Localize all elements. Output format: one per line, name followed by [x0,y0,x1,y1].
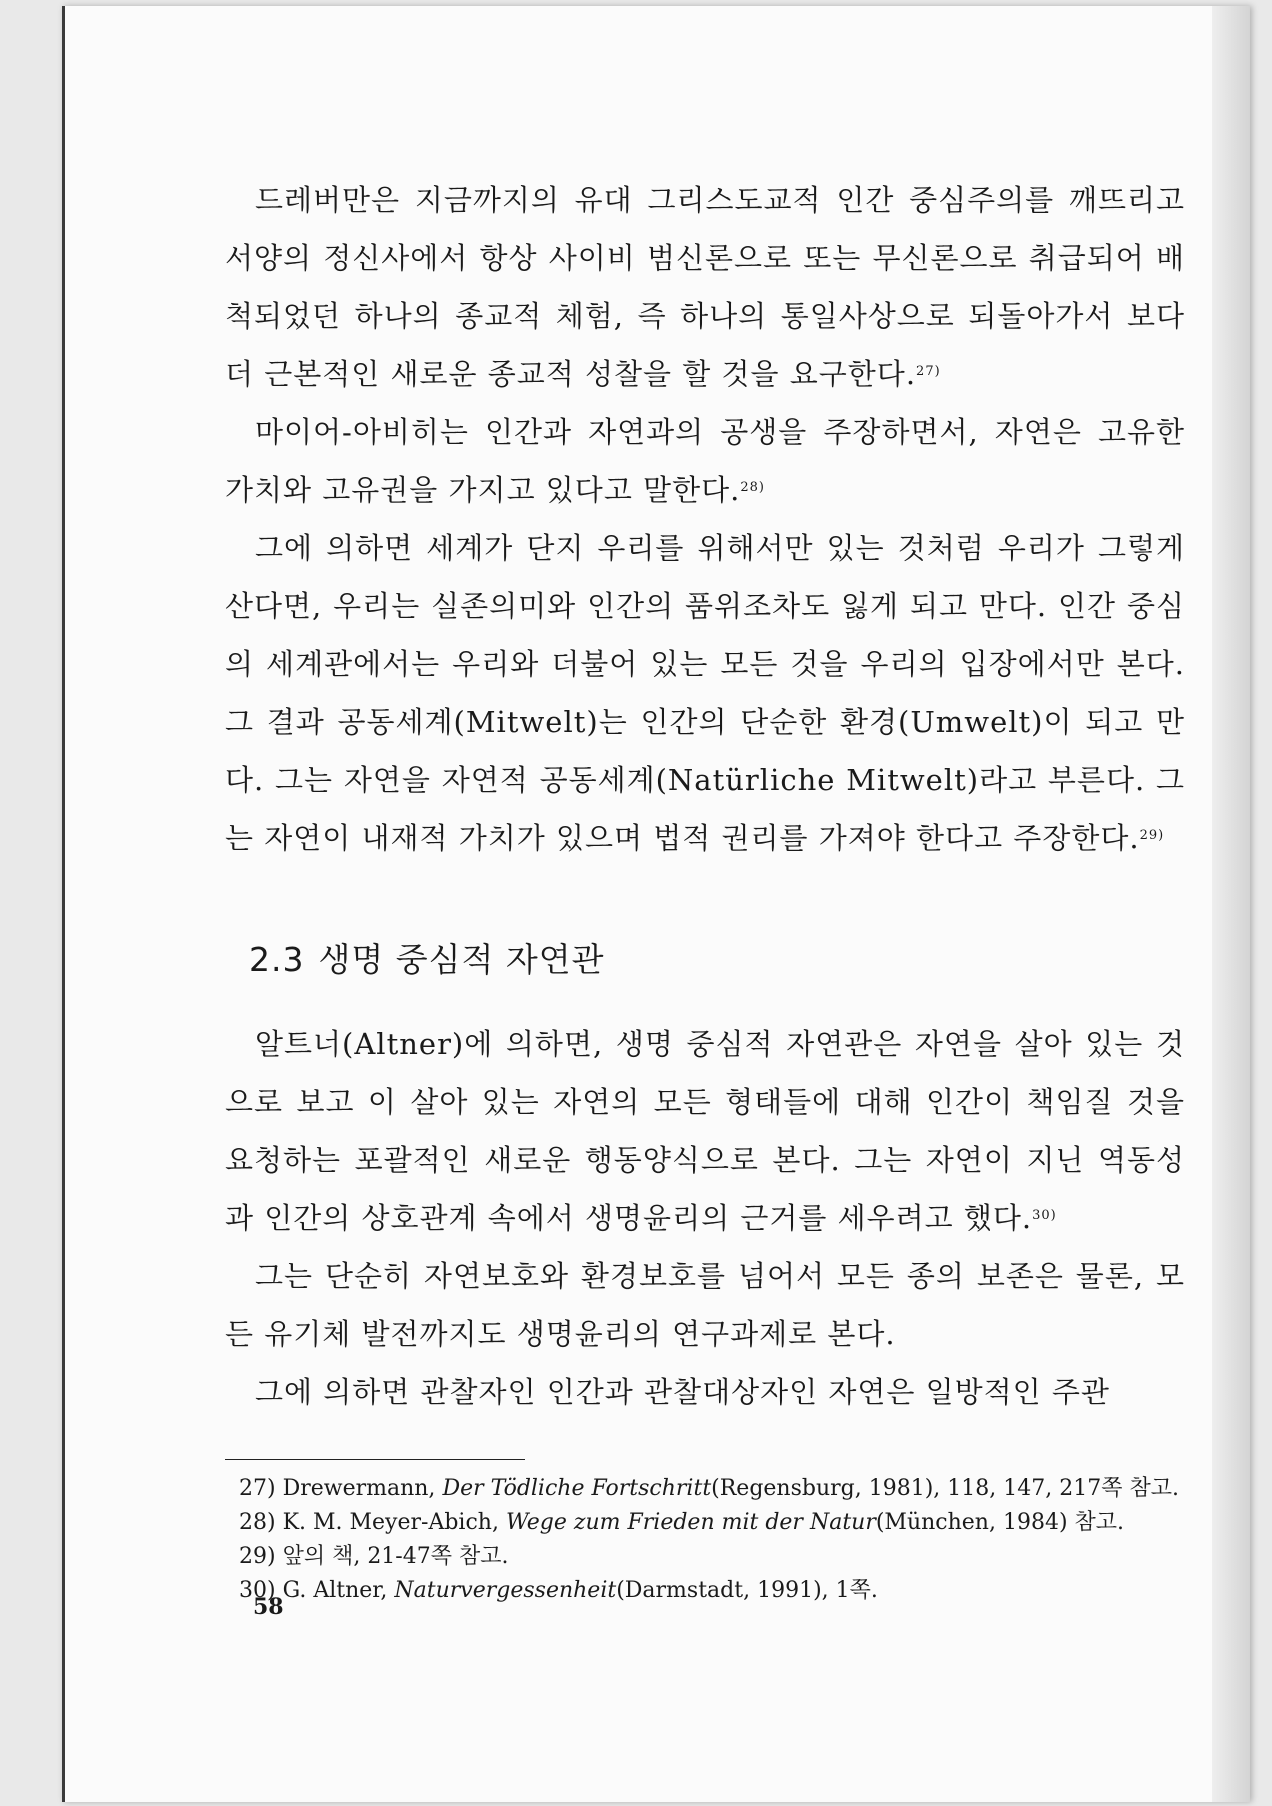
page-edge [1212,6,1250,1802]
section-title: 생명 중심적 자연관 [318,940,605,979]
footnote-28: 28) K. M. Meyer-Abich, Wege zum Frieden mit der Natur(München, 1984) 참고. [239,1510,1125,1535]
footnote-ref: 29) [1139,828,1165,843]
footnote-29: 29) 앞의 책, 21-47쪽 참고. [239,1544,509,1569]
book-page [62,6,1250,1802]
footnote-ref: 27) [916,364,941,379]
section-heading [225,905,1185,1015]
paragraph: 마이어-아비히는 인간과 자연과의 공생을 주장하면서, 자연은 고유한 가치와 고유권을 가지고 있다고 말한다.$^{28)}$ [225,415,1185,507]
footnote-ref: 28) [740,480,765,495]
paragraph: 그는 단순히 자연보호와 환경보호를 넘어서 모든 종의 보존은 물론, 모든 유기체 발전까지도 생명윤리의 연구과제로 본다. [225,1259,1185,1351]
paragraph: 알트너(Altner)에 의하면, 생명 중심적 자연관은 자연을 살아 있는 것으로 보고 이 살아 있는 자연의 모든 형태들에 대해 인간이 책임질 것을 요청하는 포괄적인 새로운 행동양식으로 본다. 그는 자연이 지닌 역동성과 인간의 상호관계 속에서 생명윤리의 근거를 세우려고 했다.$^{30)}$ [225,1027,1185,1235]
section-number: 2.3 [249,940,305,979]
footnote-27: 27) Drewermann, Der Tödliche Fortschritt(Regensburg, 1981), 118, 147, 217쪽 참고. [239,1476,1179,1501]
footnote-divider [225,1459,525,1460]
page-number: 58 [253,1594,284,1620]
paragraph: 그에 의하면 관찰자인 인간과 관찰대상자인 자연은 일방적인 주관 [255,1375,1110,1409]
paragraph: 그에 의하면 세계가 단지 우리를 위해서만 있는 것처럼 우리가 그렇게 산다면, 우리는 실존의미와 인간의 품위조차도 잃게 되고 만다. 인간 중심의 세계관에서는 우리와 더불어 있는 모든 것을 우리의 입장에서만 본다. 그 결과 공동세계(Mitwelt)는 인간의 단순한 환경(Umwelt)이 되고 만다. 그는 자연을 자연적 공동세계(Natürliche Mitwelt)라고 부른다. 그는 자연이 내재적 가치가 있으며 법적 권리를 가져야 한다고 주장한다.$^{29)}$ [225,531,1185,855]
page-content [225,171,1185,1608]
footnote-30: 30) G. Altner, Naturvergessenheit(Darmstadt, 1991), 1쪽. [239,1578,878,1603]
paragraph: 드레버만은 지금까지의 유대 그리스도교적 인간 중심주의를 깨뜨리고 서양의 정신사에서 항상 사이비 범신론으로 또는 무신론으로 취급되어 배척되었던 하나의 종교적 체험, 즉 하나의 통일사상으로 되돌아가서 보다 더 근본적인 새로운 종교적 성찰을 할 것을 요구한다.$^{27)}$ [225,183,1185,391]
footnote-ref: 30) [1032,1208,1057,1223]
